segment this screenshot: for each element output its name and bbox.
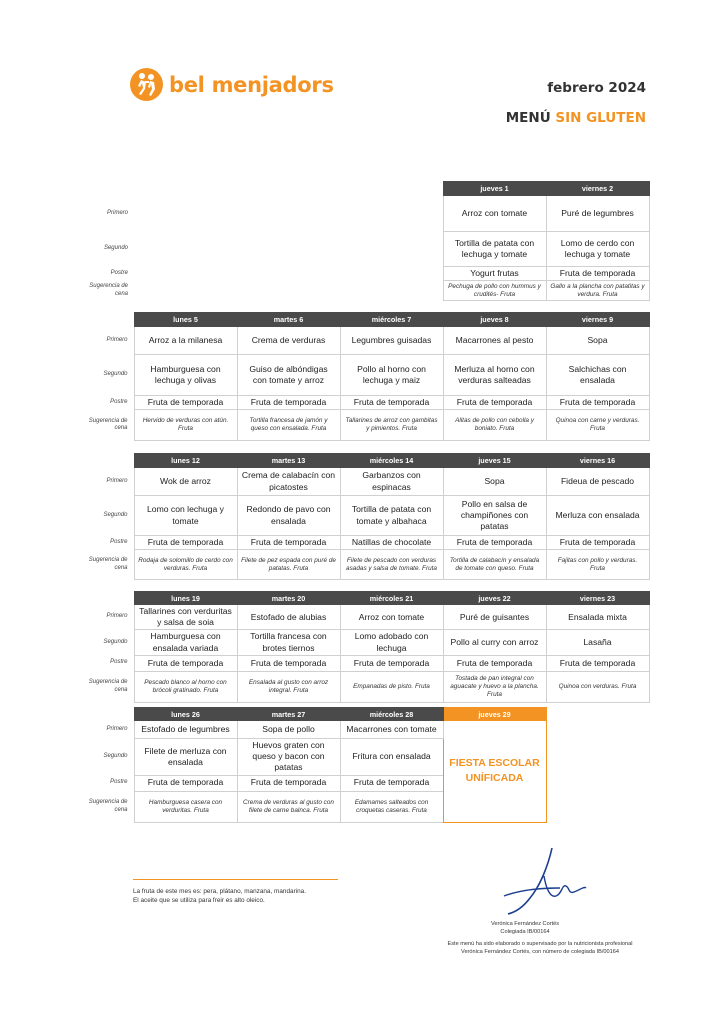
row-label-segundo: Segundo <box>103 753 128 759</box>
children-running-icon <box>130 68 163 101</box>
postre-dish: Fruta de temporada <box>237 655 340 671</box>
postre-dish: Fruta de temporada <box>134 775 237 791</box>
handwritten-signature <box>500 846 590 923</box>
day-header: miércoles 28 <box>340 708 443 721</box>
nutritionist-disclaimer <box>430 941 650 957</box>
postre-dish: Fruta de temporada <box>546 536 649 550</box>
primero-dish: Macarrones al pesto <box>443 327 546 355</box>
segundo-dish: Hamburguesa con lechuga y olivas <box>134 355 237 396</box>
dinner-suggestion: Tallarines de arroz con gambitas y pimientos. Fruta <box>340 410 443 441</box>
day-header: lunes 19 <box>134 592 237 605</box>
row-label-postre: Postre <box>110 269 128 276</box>
segundo-dish: Fritura con ensalada <box>340 739 443 776</box>
primero-dish: Sopa <box>546 327 649 355</box>
day-header-holiday: jueves 29 <box>443 708 546 721</box>
row-label-primero: Primero <box>106 613 128 620</box>
dinner-suggestion: Filete de pescado con verduras asadas y salsa de tomate. Fruta <box>340 550 443 580</box>
day-header: viernes 9 <box>546 313 649 327</box>
dinner-suggestion: Edamames salteados con croquetas caseras. Fruta <box>340 791 443 822</box>
menu-notes <box>133 879 338 906</box>
day-header: miércoles 7 <box>340 313 443 327</box>
menu-title-prefix: MENÚ <box>505 110 551 126</box>
segundo-dish: Tortilla de patata con lechuga y tomate <box>443 232 546 267</box>
dinner-suggestion: Alitas de pollo con cebolla y boniato. Fruta <box>443 410 546 441</box>
day-header: viernes 23 <box>546 592 649 605</box>
primero-dish: Sopa de pollo <box>237 721 340 739</box>
postre-dish: Fruta de temporada <box>443 655 546 671</box>
postre-dish: Fruta de temporada <box>340 655 443 671</box>
row-label-segundo: Segundo <box>103 511 128 518</box>
segundo-dish: Lomo adobado con lechuga <box>340 630 443 655</box>
primero-dish: Legumbres guisadas <box>340 327 443 355</box>
menu-title <box>506 110 646 126</box>
segundo-dish: Pollo al curry con arroz <box>443 630 546 655</box>
primero-dish: Sopa <box>443 468 546 496</box>
day-header: jueves 15 <box>443 454 546 468</box>
postre-dish: Fruta de temporada <box>443 396 546 410</box>
dinner-suggestion: Pescado blanco al horno con brócoli gratinado. Fruta <box>134 671 237 702</box>
day-header: viernes 16 <box>546 454 649 468</box>
postre-dish: Natillas de chocolate <box>340 536 443 550</box>
menu-month: febrero 2024 <box>547 80 646 96</box>
row-label-sugerencia: Sugerencia de cena <box>88 799 128 813</box>
nutritionist-credentials <box>460 921 590 937</box>
dinner-suggestion: Hervido de verduras con atún. Fruta <box>134 410 237 441</box>
dinner-suggestion: Pechuga de pollo con hummus y crudités- Fruta <box>443 281 546 301</box>
segundo-dish: Merluza con ensalada <box>546 496 649 536</box>
primero-dish: Puré de legumbres <box>546 196 649 232</box>
disclaimer-line-2: Verónica Fernández Cortés, con número de colegiada IB/00164 <box>461 948 619 955</box>
day-header: martes 27 <box>237 708 340 721</box>
segundo-dish: Hamburguesa con ensalada variada <box>134 630 237 655</box>
dinner-suggestion: Empanadas de pisto. Fruta <box>340 671 443 702</box>
row-label-segundo: Segundo <box>103 638 128 645</box>
day-header: martes 20 <box>237 592 340 605</box>
row-label-postre: Postre <box>110 538 128 545</box>
primero-dish: Ensalada mixta <box>546 605 649 630</box>
day-header: miércoles 14 <box>340 454 443 468</box>
postre-dish: Fruta de temporada <box>546 655 649 671</box>
segundo-dish: Tortilla de patata con tomate y albahaca <box>340 496 443 536</box>
dinner-suggestion: Fajitas con pollo y verduras. Fruta <box>546 550 649 580</box>
dinner-suggestion: Gallo a la plancha con patatitas y verdura. Fruta <box>546 281 649 301</box>
segundo-dish: Merluza al horno con verduras salteadas <box>443 355 546 396</box>
oil-note: El aceite que se utiliza para freir es alto oleico. <box>133 896 265 904</box>
segundo-dish: Pollo en salsa de champiñones con patatas <box>443 496 546 536</box>
segundo-dish: Salchichas con ensalada <box>546 355 649 396</box>
primero-dish: Puré de guisantes <box>443 605 546 630</box>
primero-dish: Crema de verduras <box>237 327 340 355</box>
fruit-note: La fruta de este mes es: pera, plátano, manzana, mandarina. <box>133 888 307 895</box>
nutritionist-name: Verónica Fernández Cortés <box>490 921 560 927</box>
primero-dish: Estofado de legumbres <box>134 721 237 739</box>
day-header: jueves 8 <box>443 313 546 327</box>
menu-title-suffix: SIN GLUTEN <box>555 110 646 126</box>
primero-dish: Fideua de pescado <box>546 468 649 496</box>
disclaimer-line-1: Este menú ha sido elaborado o supervisado por la nutricionista profesional <box>447 941 633 947</box>
dinner-suggestion: Tortilla de calabacín y ensalada de tomate con queso. Fruta <box>443 550 546 580</box>
dinner-suggestion: Ensalada al gusto con arroz integral. Fruta <box>237 671 340 702</box>
dinner-suggestion: Tostada de pan integral con aguacate y huevo a la plancha. Fruta <box>443 671 546 702</box>
primero-dish: Garbanzos con espinacas <box>340 468 443 496</box>
row-label-primero: Primero <box>106 336 128 343</box>
primero-dish: Macarrones con tomate <box>340 721 443 739</box>
postre-dish: Fruta de temporada <box>340 396 443 410</box>
brand-name: bel menjadors <box>169 72 334 97</box>
row-label-postre: Postre <box>110 398 128 405</box>
segundo-dish: Redondo de pavo con ensalada <box>237 496 340 536</box>
day-header: lunes 26 <box>134 708 237 721</box>
postre-dish: Fruta de temporada <box>237 396 340 410</box>
day-header: jueves 1 <box>443 182 546 196</box>
primero-dish: Arroz con tomate <box>443 196 546 232</box>
dinner-suggestion: Hamburguesa casera con verduritas. Fruta <box>134 791 237 822</box>
day-header: jueves 22 <box>443 592 546 605</box>
day-header: martes 6 <box>237 313 340 327</box>
dinner-suggestion: Crema de verduras al gusto con filete de carne balnca. Fruta <box>237 791 340 822</box>
primero-dish: Arroz a la milanesa <box>134 327 237 355</box>
primero-dish: Estofado de alubias <box>237 605 340 630</box>
postre-dish: Fruta de temporada <box>546 396 649 410</box>
postre-dish: Fruta de temporada <box>134 655 237 671</box>
row-label-primero: Primero <box>106 209 128 216</box>
primero-dish: Tallarines con verduritas y salsa de soia <box>134 605 237 630</box>
week-table-1 <box>78 181 650 301</box>
row-label-sugerencia: Sugerencia de cena <box>88 417 128 432</box>
segundo-dish: Lasaña <box>546 630 649 655</box>
postre-dish: Yogurt frutas <box>443 267 546 281</box>
segundo-dish: Guiso de albóndigas con tomate y arroz <box>237 355 340 396</box>
segundo-dish: Filete de merluza con ensalada <box>134 739 237 776</box>
day-header: miércoles 21 <box>340 592 443 605</box>
brand-logo <box>130 68 334 101</box>
row-label-segundo: Segundo <box>103 371 128 378</box>
row-label-postre: Postre <box>110 659 128 666</box>
postre-dish: Fruta de temporada <box>546 267 649 281</box>
primero-dish: Crema de calabacín con picatostes <box>237 468 340 496</box>
row-label-sugerencia: Sugerencia de cena <box>89 283 128 297</box>
segundo-dish: Huevos graten con queso y bacon con patatas <box>237 739 340 776</box>
day-header: viernes 2 <box>546 182 649 196</box>
postre-dish: Fruta de temporada <box>237 536 340 550</box>
dinner-suggestion: Quinoa con carne y verduras. Fruta <box>546 410 649 441</box>
postre-dish: Fruta de temporada <box>134 536 237 550</box>
week-table-2 <box>78 312 650 441</box>
segundo-dish: Tortilla francesa con brotes tiernos <box>237 630 340 655</box>
row-label-sugerencia: Sugerencia de cena <box>88 679 128 693</box>
day-header: lunes 12 <box>134 454 237 468</box>
postre-dish: Fruta de temporada <box>443 536 546 550</box>
dinner-suggestion: Filete de pez espada con puré de patatas. Fruta <box>237 550 340 580</box>
dinner-suggestion: Tortilla francesa de jamón y queso con ensalada. Fruta <box>237 410 340 441</box>
week-table-4 <box>78 591 650 703</box>
primero-dish: Arroz con tomate <box>340 605 443 630</box>
segundo-dish: Pollo al horno con lechuga y maiz <box>340 355 443 396</box>
day-header: martes 13 <box>237 454 340 468</box>
nutritionist-number: Colegiada IB/00164 <box>500 928 550 935</box>
row-label-segundo: Segundo <box>103 245 128 252</box>
postre-dish: Fruta de temporada <box>340 775 443 791</box>
row-label-primero: Primero <box>106 725 128 732</box>
postre-dish: Fruta de temporada <box>134 396 237 410</box>
row-label-primero: Primero <box>106 477 128 484</box>
school-holiday-notice: FIESTA ESCOLAR UNÍFICADA <box>443 721 546 823</box>
row-label-postre: Postre <box>110 779 128 786</box>
segundo-dish: Lomo de cerdo con lechuga y tomate <box>546 232 649 267</box>
week-table-5 <box>78 707 649 823</box>
primero-dish: Wok de arroz <box>134 468 237 496</box>
dinner-suggestion: Rodaja de solomillo de cerdo con verduras. Fruta <box>134 550 237 580</box>
day-header: lunes 5 <box>134 313 237 327</box>
postre-dish: Fruta de temporada <box>237 775 340 791</box>
row-label-sugerencia: Sugerencia de cena <box>88 557 128 571</box>
week-table-3 <box>78 453 650 580</box>
segundo-dish: Lomo con lechuga y tomate <box>134 496 237 536</box>
dinner-suggestion: Quinoa con verduras. Fruta <box>546 671 649 702</box>
